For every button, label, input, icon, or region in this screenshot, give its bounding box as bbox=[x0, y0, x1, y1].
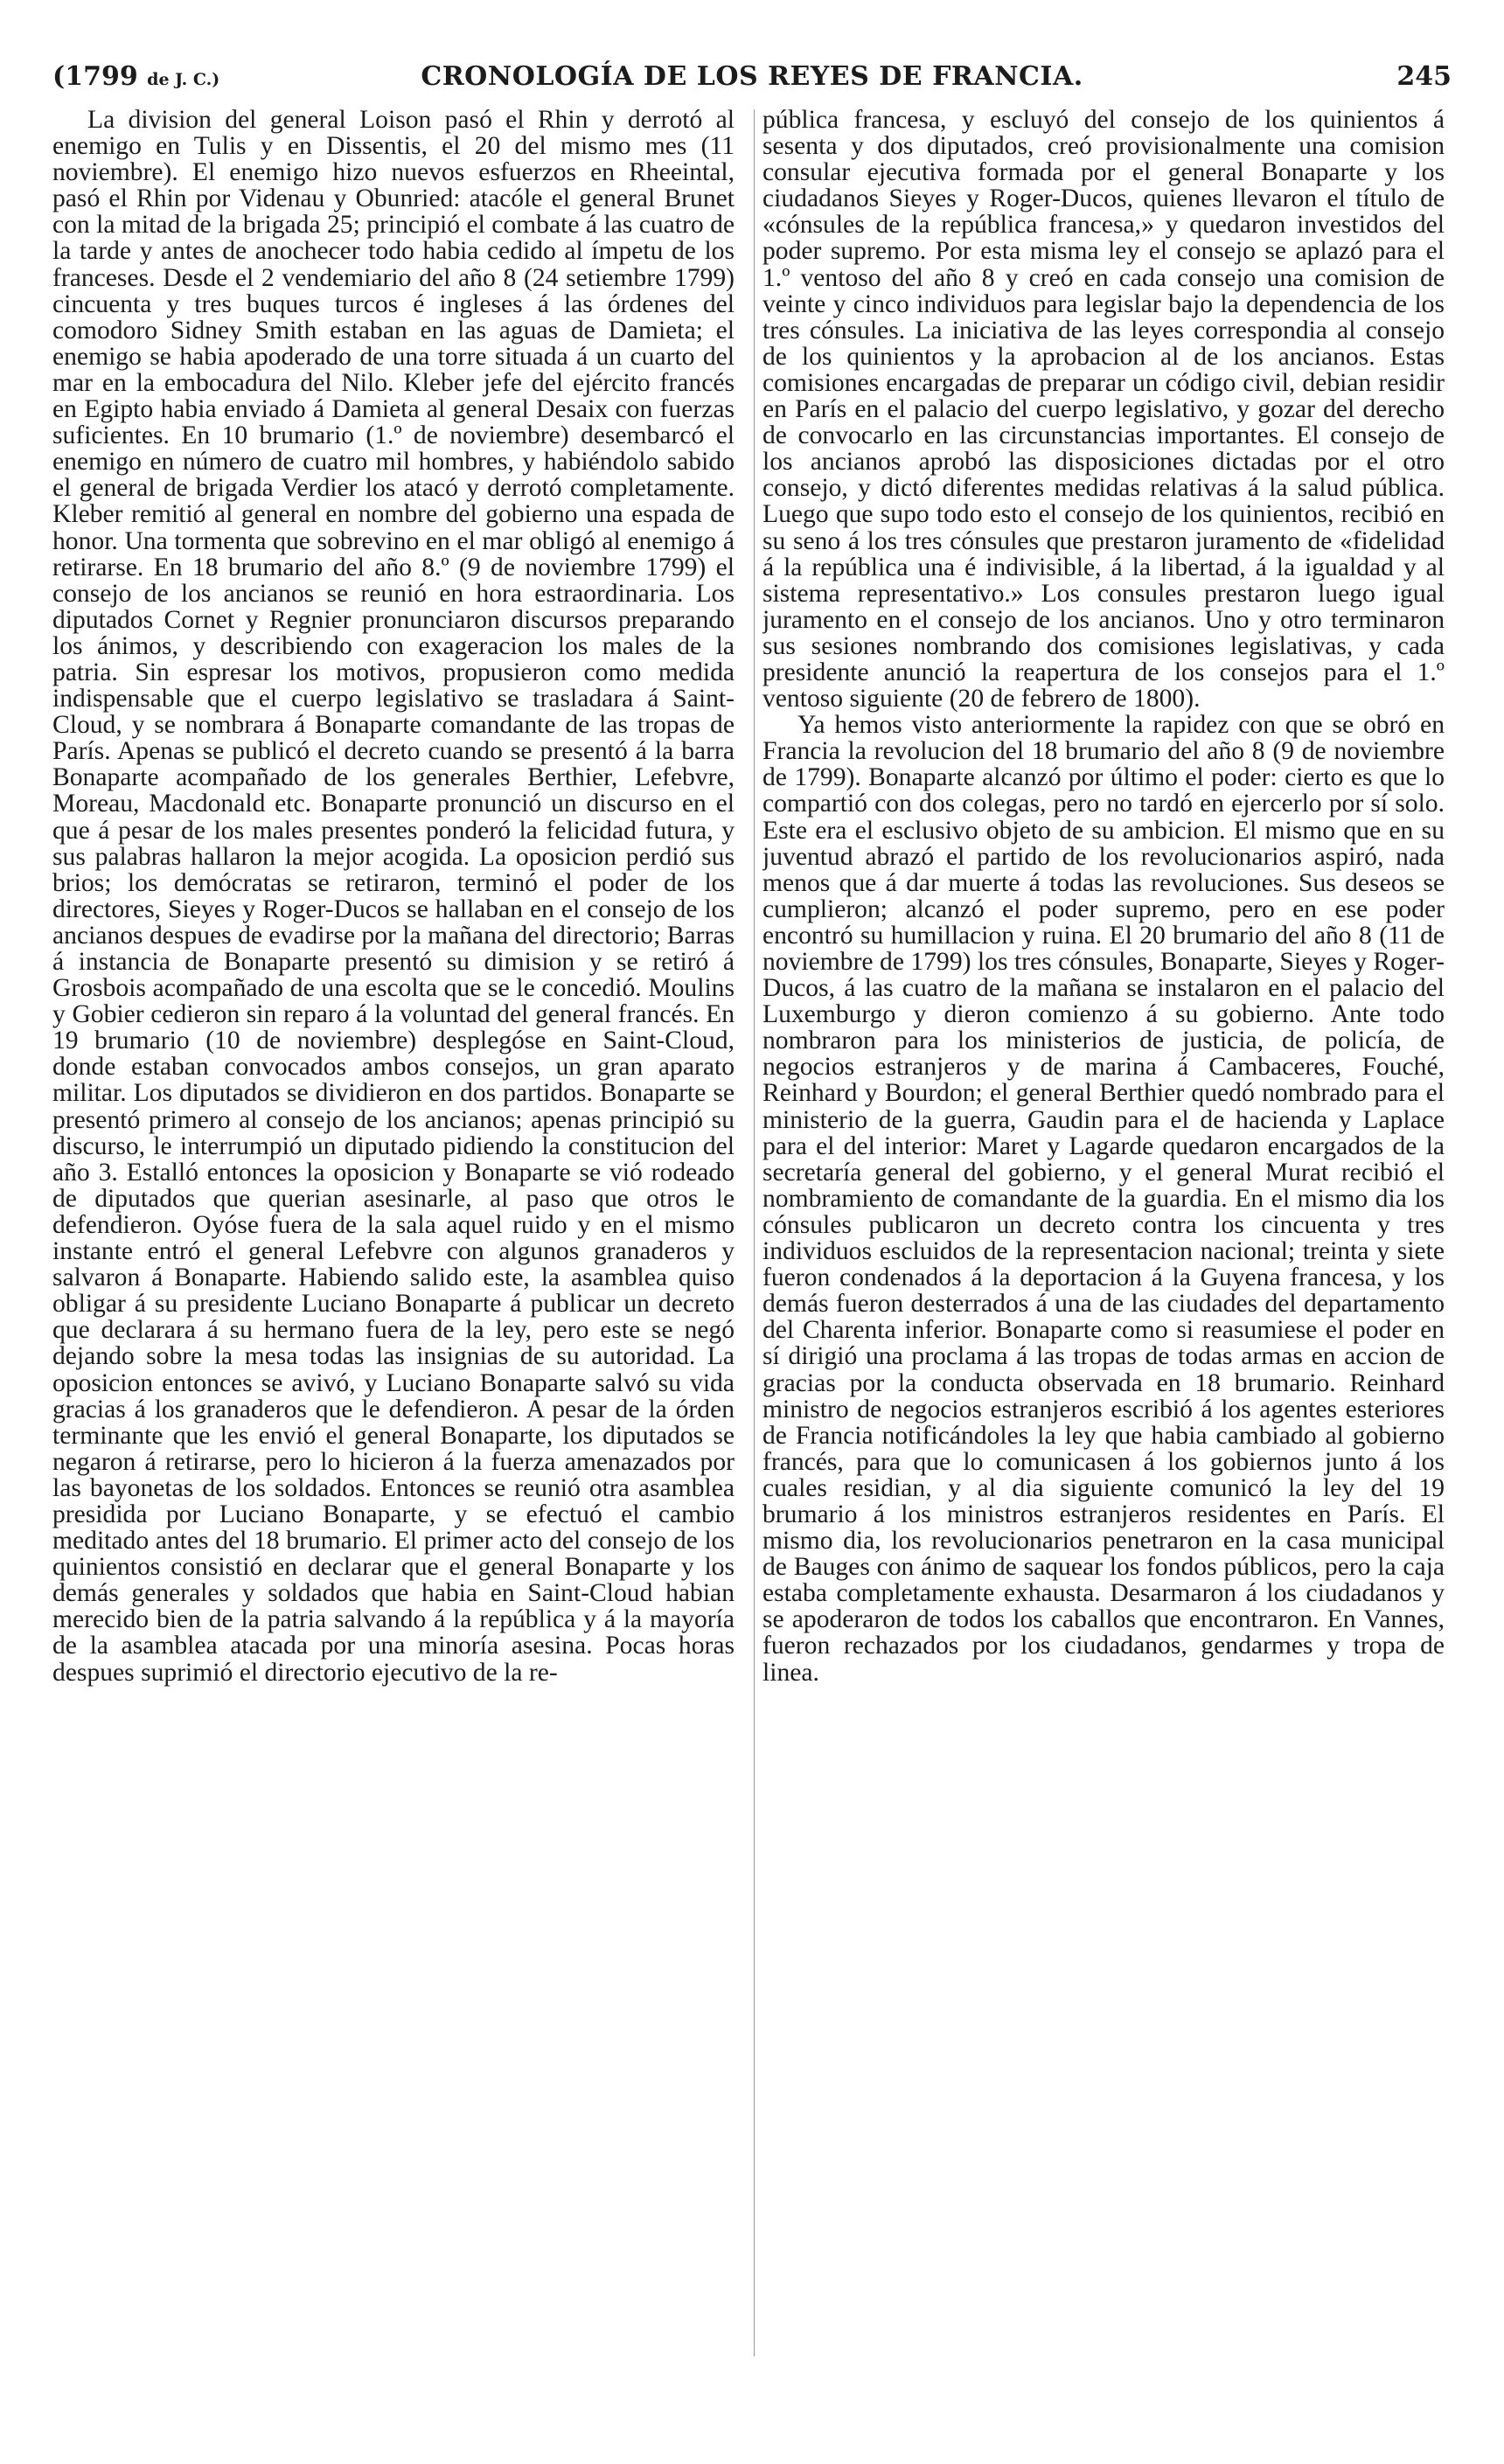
page-number: 245 bbox=[1396, 61, 1452, 92]
right-paragraph-2: Ya hemos visto anteriormente la rapidez con que se obró en Francia la revolucion del 18 brumario del año 8 (9 de noviembre de 1799). Bonaparte alcanzó por último el poder: cierto es que lo compartió con dos colegas, pero no tardó en ejercerlo por sí solo. Este era el esclusivo objeto de su ambicion. El mismo que en su juventud abrazó el partido de los revolucionarios aspiró, nada menos que á dar muerte á todas las revoluciones. Sus deseos se cumplieron; alcanzó el poder supremo, pero en ese poder encontró su humillacion y ruina. El 20 brumario del año 8 (11 de noviembre de 1799) los tres cónsules, Bonaparte, Sieyes y Roger-Ducos, á las cuatro de la mañana se instalaron en el palacio del Luxemburgo y dieron comienzo á su gobierno. Ante todo nombraron para los ministerios de justicia, de policía, de negocios estranjeros y de marina á Cambaceres, Fouché, Reinhard y Bourdon; el general Berthier quedó nombrado para el ministerio de la guerra, Gaudin para el de hacienda y Laplace para el del interior: Maret y Lagarde quedaron encargados de la secretaría general del gobierno, y el general Murat recibió el nombramiento de comandante de la guardia. En el mismo dia los cónsules publicaron un decreto contra los cincuenta y tres individuos escluidos de la representacion nacional; treinta y siete fueron condenados á la deportacion á la Guyena francesa, y los demás fueron desterrados á una de las ciudades del departamento del Charenta inferior. Bonaparte como si reasumiese el poder en sí dirigió una proclama á las tropas de todas armas en accion de gracias por la conducta observada en 18 brumario. Reinhard ministro de negocios estranjeros escribió á los agentes esteriores de Francia notificándoles la ley que habia cambiado al gobierno francés, para que lo comunicasen á los gobiernos junto á los cuales residian, y al dia siguiente comunicó la ley del 19 brumario á los ministros estranjeros residentes en París. El mismo dia, los revolucionarios penetraron en la casa municipal de Bauges con ánimo de saquear los fondos públicos, pero la caja estaba completamente exhausta. Desarmaron á los ciudadanos y se apoderaron de todos los caballos que encontraron. En Vannes, fueron rechazados por los ciudadanos, gendarmes y tropa de linea. bbox=[762, 711, 1445, 1687]
right-column bbox=[762, 107, 1445, 2363]
running-header bbox=[52, 58, 1452, 96]
column-divider bbox=[754, 109, 755, 2356]
right-paragraph-1: pública francesa, y escluyó del consejo de los quinientos á sesenta y dos diputados, creó provisionalmente una comision consular ejecutiva formada por el general Bonaparte y los ciudadanos Sieyes y Roger-Ducos, quienes llevaron el título de «cónsules de la república francesa,» y quedaron investidos del poder supremo. Por esta misma ley el consejo se aplazó para el 1.º ventoso del año 8 y creó en cada consejo una comision de veinte y cinco individuos para legislar bajo la dependencia de los tres cónsules. La iniciativa de las leyes correspondia al consejo de los quinientos y la aprobacion al de los ancianos. Estas comisiones encargadas de preparar un código civil, debian residir en París en el palacio del cuerpo legislativo, y gozar del derecho de convocarlo en las circunstancias importantes. El consejo de los ancianos aprobó las disposiciones dictadas por el otro consejo, y dictó diferentes medidas relativas á la salud pública. Luego que supo todo esto el consejo de los quinientos, recibió en su seno á los tres cónsules que prestaron juramento de «fidelidad á la república una é indivisible, á la libertad, á la igualdad y al sistema representativo.» Los consules prestaron luego igual juramento en el consejo de los ancianos. Uno y otro terminaron sus sesiones nombrando dos comisiones legislativas, y cada presidente anunció la reapertura de los consejos para el 1.º ventoso siguiente (20 de febrero de 1800). bbox=[762, 107, 1445, 713]
header-title: CRONOLOGÍA DE LOS REYES DE FRANCIA. bbox=[421, 61, 1083, 92]
header-era: de J. C.) bbox=[147, 70, 220, 89]
left-column bbox=[52, 107, 735, 2363]
left-paragraph-1: La division del general Loison pasó el Rhin y derrotó al enemigo en Tulis y en Dissentis, el 20 del mismo mes (11 noviembre). El enemigo hizo nuevos esfuerzos en Rheeintal, pasó el Rhin por Videnau y Obunried: atacóle el general Brunet con la mitad de la brigada 25; principió el combate á las cuatro de la tarde y antes de anochecer todo habia cedido al ímpetu de los franceses. Desde el 2 vendemiario del año 8 (24 setiembre 1799) cincuenta y tres buques turcos é ingleses á las órdenes del comodoro Sidney Smith estaban en las aguas de Damieta; el enemigo se habia apoderado de una torre situada á un cuarto del mar en la embocadura del Nilo. Kleber jefe del ejército francés en Egipto habia enviado á Damieta al general Desaix con fuerzas suficientes. En 10 brumario (1.º de noviembre) desembarcó el enemigo en número de cuatro mil hombres, y habiéndolo sabido el general de brigada Verdier los atacó y derrotó completamente. Kleber remitió al general en nombre del gobierno una espada de honor. Una tormenta que sobrevino en el mar obligó al enemigo á retirarse. En 18 brumario del año 8.º (9 de noviembre 1799) el consejo de los ancianos se reunió en hora estraordinaria. Los diputados Cornet y Regnier pronunciaron discursos preparando los ánimos, y describiendo con exageracion los males de la patria. Sin espresar los motivos, propusieron como medida indispensable que el cuerpo legislativo se trasladara á Saint-Cloud, y se nombrara á Bonaparte comandante de las tropas de París. Apenas se publicó el decreto cuando se presentó á la barra Bonaparte acompañado de los generales Berthier, Lefebvre, Moreau, Macdonald etc. Bonaparte pronunció un discurso en el que á pesar de los males presentes ponderó la felicidad futura, y sus palabras hallaron la mejor acogida. La oposicion perdió sus brios; los demócratas se retiraron, terminó el poder de los directores, Sieyes y Roger-Ducos se hallaban en el consejo de los ancianos despues de evadirse por la mañana del directorio; Barras á instancia de Bonaparte presentó su dimision y se retiró á Grosbois acompañado de una escolta que se le concedió. Moulins y Gobier cedieron sin reparo á la voluntad del general francés. En 19 brumario (10 de noviembre) desplegóse en Saint-Cloud, donde estaban convocados ambos consejos, un gran aparato militar. Los diputados se dividieron en dos partidos. Bonaparte se presentó primero al consejo de los ancianos; apenas principió su discurso, le interrumpió un diputado pidiendo la constitucion del año 3. Estalló entonces la oposicion y Bonaparte se vió rodeado de diputados que querian asesinarle, al paso que otros le defendieron. Oyóse fuera de la sala aquel ruido y en el mismo instante entró el general Lefebvre con algunos granaderos y salvaron á Bonaparte. Habiendo salido este, la asamblea quiso obligar á su presidente Luciano Bonaparte á publicar un decreto que declarara á su hermano fuera de la ley, pero este se negó dejando sobre la mesa todas las insignias de su autoridad. La oposicion entonces se avivó, y Luciano Bonaparte salvó su vida gracias á los granaderos que le defendieron. A pesar de la órden terminante que les envió el general Bonaparte, los diputados se negaron á retirarse, pero lo hicieron á la fuerza amenazados por las bayonetas de los soldados. Entonces se reunió otra asamblea presidida por Luciano Bonaparte, y se efectuó el cambio meditado antes del 18 brumario. El primer acto del consejo de los quinientos consistió en declarar que el general Bonaparte y los demás generales y soldados que habia en Saint-Cloud habian merecido bien de la patria salvando á la república y á la mayoría de la asamblea atacada por una minoría asesina. Pocas horas despues suprimió el directorio ejecutivo de la re- bbox=[52, 107, 735, 1687]
header-year: (1799 bbox=[52, 61, 138, 92]
